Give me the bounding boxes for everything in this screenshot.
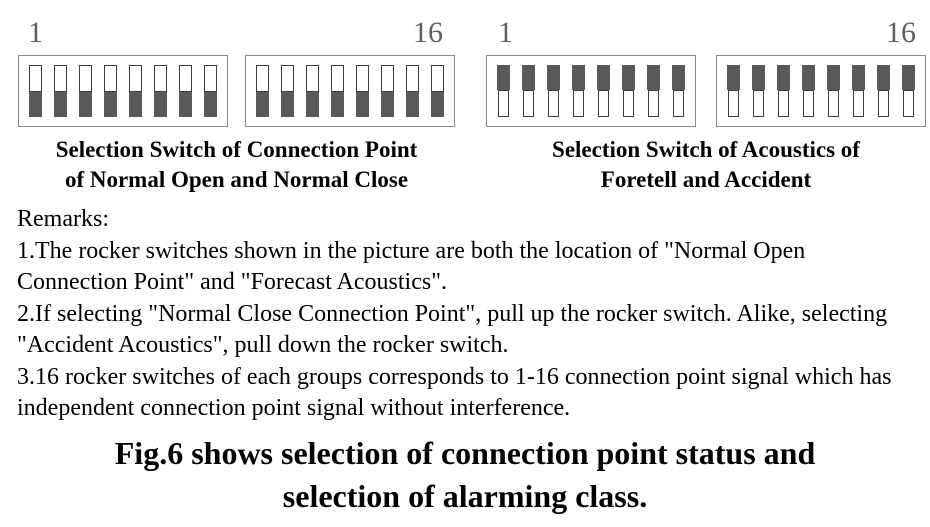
rocker-top-half [522,65,535,90]
rocker-switch-down [331,65,344,117]
rocker-switch-down [79,65,92,117]
rocker-switch-down [281,65,294,117]
first-switch-number: 1 [498,16,513,49]
rocker-switch-down [306,65,319,117]
rocker-bottom-half [179,92,192,117]
rocker-top-half [877,65,890,90]
rocker-bottom-half [129,92,142,117]
rocker-top-half [281,65,294,92]
caption-line: Foretell and Accident [600,167,812,192]
rocker-top-half [727,65,740,90]
rocker-switch-down [104,65,117,117]
rocker-top-half [852,65,865,90]
rocker-bottom-half [204,92,217,117]
rocker-top-half [256,65,269,92]
rocker-switch-down [29,65,42,117]
rocker-bottom-half [331,92,344,117]
switch-group-connection-point [18,14,455,195]
rocker-bottom-half [648,90,659,117]
first-switch-number: 1 [28,16,43,49]
rocker-bottom-half [598,90,609,117]
rocker-bottom-half [573,90,584,117]
rocker-switch-down [54,65,67,117]
rocker-top-half [622,65,635,90]
rocker-bottom-half [728,90,739,117]
rocker-switch-up [777,65,790,117]
rocker-bottom-half [623,90,634,117]
rocker-top-half [547,65,560,90]
rocker-top-half [572,65,585,90]
rocker-top-half [204,65,217,92]
rocker-switch-down [204,65,217,117]
rocker-switch-down [129,65,142,117]
rocker-bottom-half [878,90,889,117]
rocker-bottom-half [853,90,864,117]
figure-caption: Fig.6 shows selection of connection point status and selection of alarming class. [114,435,816,514]
dip-switch-blocks [18,55,455,127]
rocker-top-half [406,65,419,92]
rocker-switch-up [672,65,685,117]
rocker-switch-up [547,65,560,117]
caption-line: of Normal Open and Normal Close [64,167,409,192]
rocker-top-half [179,65,192,92]
rocker-switch-down [431,65,444,117]
rocker-top-half [306,65,319,92]
rocker-top-half [431,65,444,92]
switch-group-acoustics [486,14,926,195]
rocker-bottom-half [903,90,914,117]
rocker-bottom-half [753,90,764,117]
rocker-top-half [802,65,815,90]
rocker-top-half [54,65,67,92]
rocker-bottom-half [281,92,294,117]
rocker-bottom-half [431,92,444,117]
rocker-switch-down [406,65,419,117]
dip-switch-block [486,55,696,127]
switch-group-caption [18,135,455,195]
rocker-bottom-half [104,92,117,117]
rocker-bottom-half [828,90,839,117]
rocker-top-half [356,65,369,92]
rocker-top-half [497,65,510,90]
rocker-switch-down [256,65,269,117]
rocker-bottom-half [29,92,42,117]
rocker-switch-up [622,65,635,117]
dip-switch-block [716,55,926,127]
rocker-bottom-half [673,90,684,117]
rocker-bottom-half [306,92,319,117]
rocker-switch-up [902,65,915,117]
rocker-switch-up [877,65,890,117]
rocker-top-half [597,65,610,90]
rocker-switch-down [154,65,167,117]
rocker-top-half [331,65,344,92]
switch-index-row [18,14,455,52]
remarks-heading: Remarks: [17,206,109,232]
rocker-bottom-half [406,92,419,117]
rocker-switch-up [827,65,840,117]
rocker-top-half [777,65,790,90]
rocker-bottom-half [381,92,394,117]
caption-line: Selection Switch of Connection Point [55,137,418,162]
rocker-bottom-half [803,90,814,117]
rocker-switch-down [356,65,369,117]
rocker-switch-up [852,65,865,117]
rocker-top-half [154,65,167,92]
rocker-top-half [752,65,765,90]
switch-group-caption [486,135,926,195]
rocker-top-half [29,65,42,92]
rocker-bottom-half [54,92,67,117]
rocker-top-half [827,65,840,90]
rocker-switch-up [497,65,510,117]
rocker-top-half [902,65,915,90]
rocker-bottom-half [548,90,559,117]
rocker-switch-down [381,65,394,117]
switch-index-row [486,14,926,52]
rocker-top-half [647,65,660,90]
rocker-switch-up [802,65,815,117]
rocker-bottom-half [79,92,92,117]
rocker-top-half [381,65,394,92]
caption-line: Selection Switch of Acoustics of [552,137,860,162]
last-switch-number: 16 [413,16,443,49]
rocker-top-half [79,65,92,92]
rocker-top-half [129,65,142,92]
rocker-bottom-half [256,92,269,117]
rocker-bottom-half [498,90,509,117]
dip-switch-block [18,55,228,127]
last-switch-number: 16 [886,16,916,49]
remarks-section [17,204,919,425]
remarks-item-1: 1.The rocker switches shown in the picture are both the location of "Normal Open Connection Point" and "Forecast Acoustics". [17,237,806,295]
remarks-item-2: 2.If selecting "Normal Close Connection Point", pull up the rocker switch. Alike, selecting "Accident Acoustics", pull down the rocker switch. [17,300,888,358]
dip-switch-block [245,55,455,127]
rocker-switch-down [179,65,192,117]
remarks-item-3: 3.16 rocker switches of each groups corresponds to 1-16 connection point signal which has independent connection point signal without interference. [17,363,892,421]
rocker-bottom-half [523,90,534,117]
rocker-switch-up [727,65,740,117]
rocker-switch-up [572,65,585,117]
rocker-switch-up [597,65,610,117]
rocker-top-half [104,65,117,92]
rocker-bottom-half [778,90,789,117]
rocker-switch-up [752,65,765,117]
rocker-switch-up [522,65,535,117]
rocker-top-half [672,65,685,90]
rocker-bottom-half [154,92,167,117]
rocker-bottom-half [356,92,369,117]
dip-switch-blocks [486,55,926,127]
rocker-switch-up [647,65,660,117]
